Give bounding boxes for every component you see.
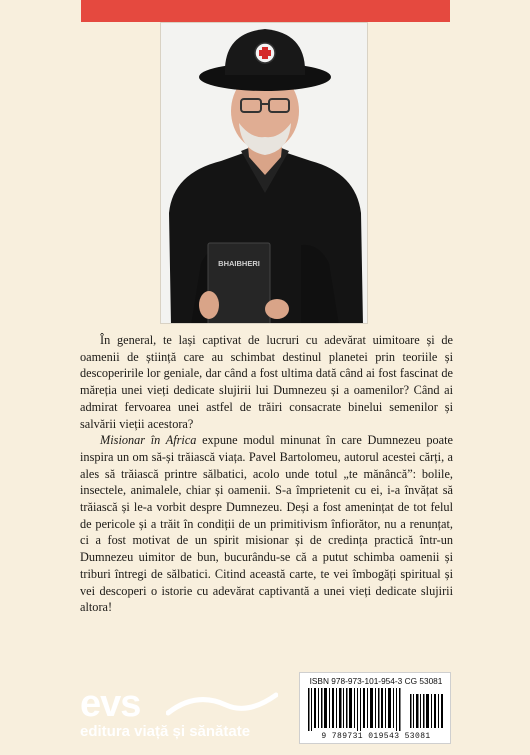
- swoosh-icon: [166, 689, 278, 719]
- barcode-digits: 9 789731 019543 53081: [321, 732, 431, 741]
- barcode-block: [299, 672, 451, 744]
- barcode-bars: [308, 688, 444, 731]
- author-photo-illustration: [161, 23, 368, 324]
- paragraph-2-text: expune modul minunat în care Dumnezeu poate inspira un om să-și trăiască viața. Pavel Bartolomeu, autorul acestei cărți, a ales să trăiască printre sălbatici, acolo unde totul „te mănâncă”: bolile, insectele, animalele, chiar și oamenii. S-a împrietenit cu ei, i-a învățat să trăiască și le-a vorbit despre Dumnezeu. Deși a fost amenințat de tot felul de pericole și a trăit în condiții de un primitivism înfiorător, nu a renunțat, ci a fost motivat de un spirit misionar și de credința practică într-un Dumnezeu uimitor de bun, bucurându-se că a putut schimba oamenii și triburi întregi de sălbatici. Citind această carte, te vei îmbogăți spiritual și vei descoperi o istorie cu adevărat captivantă a unei vieți dedicate slujirii altora!: [80, 433, 453, 615]
- publisher-logo: [80, 683, 285, 743]
- book-title: BHAIBHERI: [218, 259, 260, 268]
- publisher-tagline: editura viață și sănătate: [80, 723, 251, 740]
- book-title-inline: Misionar în Africa: [100, 433, 197, 448]
- author-photo: [160, 22, 368, 324]
- evs-logo-mark: [80, 683, 285, 725]
- paragraph-2: [80, 432, 453, 616]
- logo-text: evs: [80, 683, 141, 725]
- accent-band: [81, 0, 450, 22]
- isbn-line: ISBN 978-973-101-954-3 CG 53081: [309, 676, 443, 686]
- description-text: [80, 332, 453, 616]
- paragraph-1: În general, te lași captivat de lucruri cu adevărat uimitoare și de oamenii de știință care au schimbat destinul planetei prin teoriile și descoperirile lor geniale, dar când a fost ultima dată când ai fost fascinat de măreția unei vieți dedicate slujirii lui Dumnezeu și a oamenilor? Când ai admirat fervoarea unei astfel de trăiri consacrate binelui semenilor și salvării vieții acestora?: [80, 333, 453, 431]
